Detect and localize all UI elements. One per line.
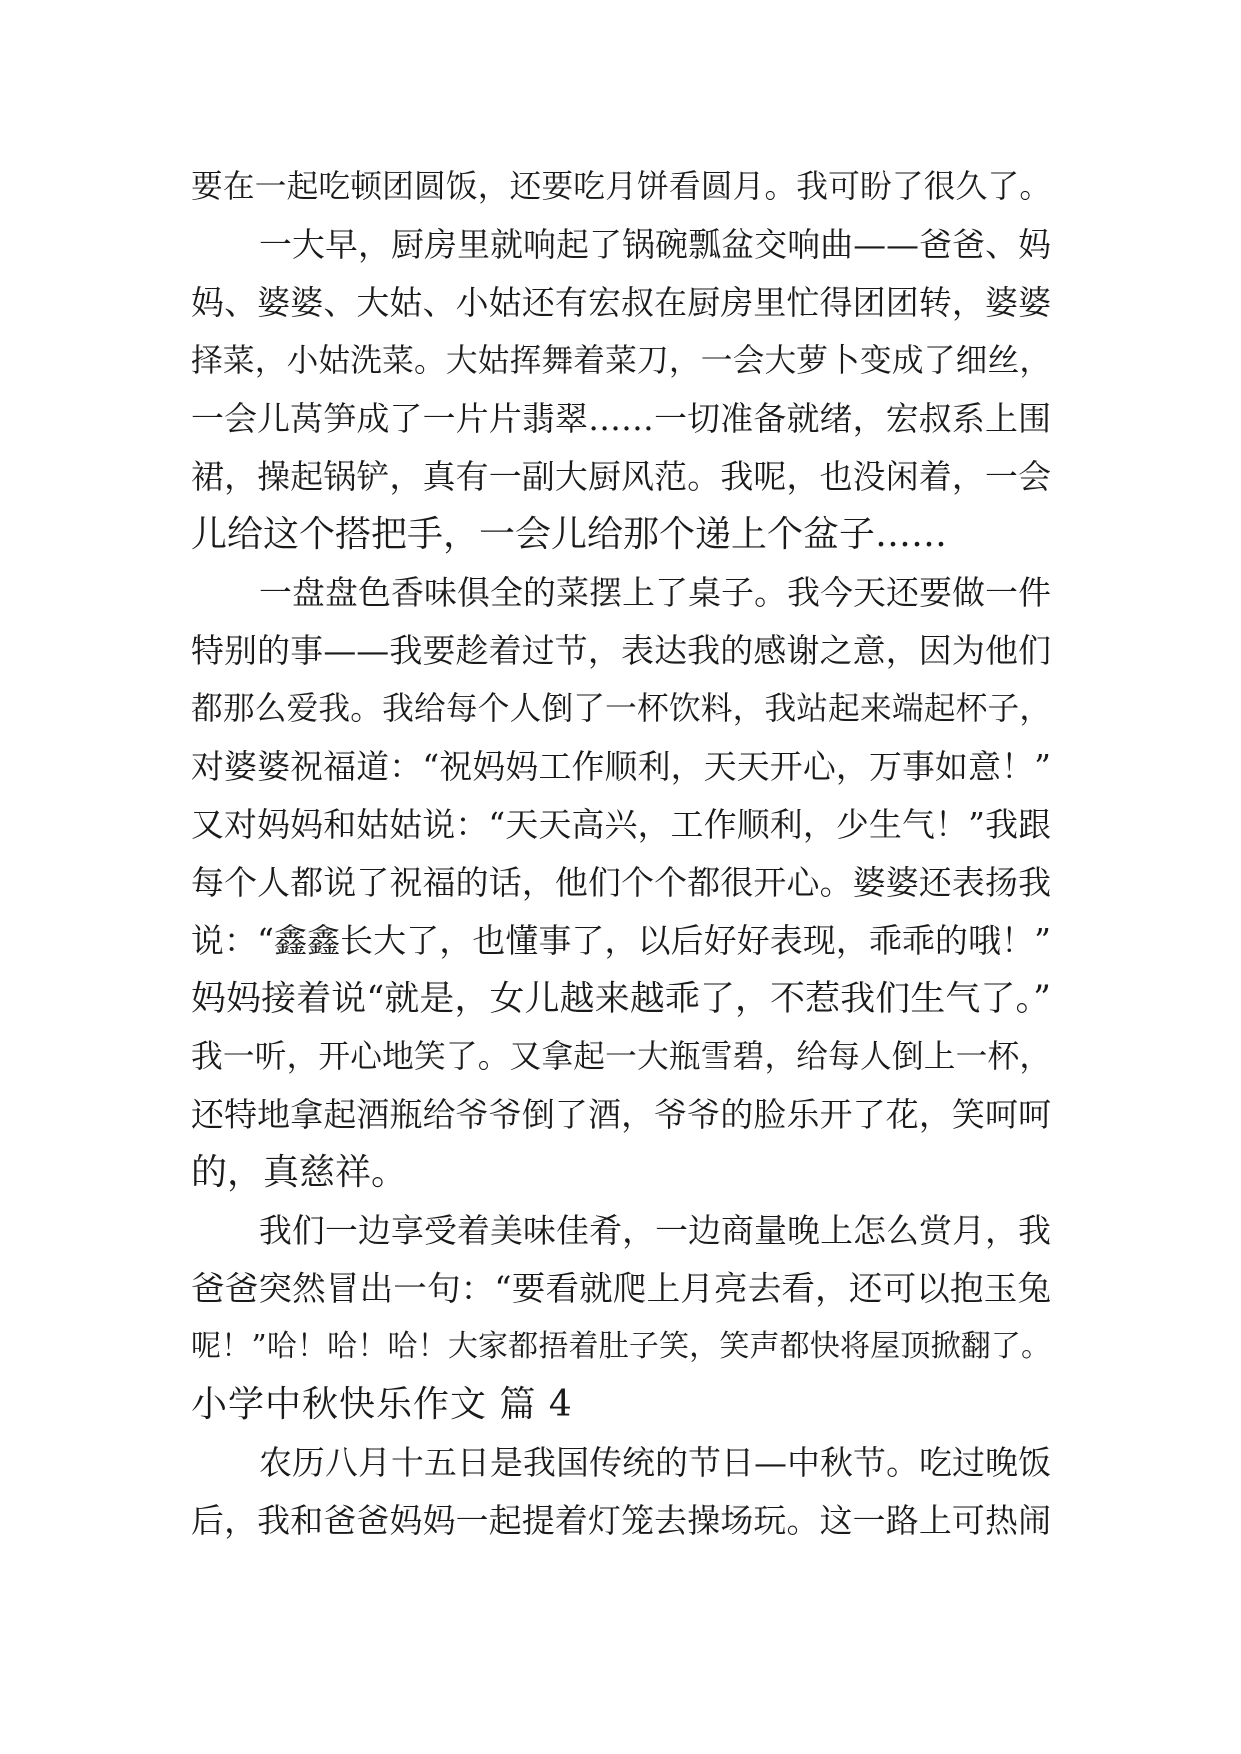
text-line: 裙，操起锅铲，真有一副大厨风范。我呢，也没闲着，一会 (191, 457, 1051, 496)
text-line: 都那么爱我。我给每个人倒了一杯饮料，我站起来端起杯子， (191, 691, 1051, 727)
text-line: 妈、婆婆、大姑、小姑还有宏叔在厨房里忙得团团转，婆婆 (191, 283, 1051, 322)
text-line: 我们一边享受着美味佳肴，一边商量晚上怎么赏月，我 (259, 1212, 1051, 1250)
text-line: 妈妈接着说“就是，女儿越来越乖了，不惹我们生气了。” (191, 979, 1051, 1019)
text-line: 我一听，开心地笑了。又拿起一大瓶雪碧，给每人倒上一杯， (191, 1039, 1051, 1075)
text-line: 农历八月十五日是我国传统的节日—中秋节。吃过晚饭 (259, 1444, 1051, 1482)
text-line: 一盘盘色香味俱全的菜摆上了桌子。我今天还要做一件 (259, 574, 1051, 612)
text-line: 后，我和爸爸妈妈一起提着灯笼去操场玩。这一路上可热闹 (191, 1501, 1051, 1540)
document-body (191, 158, 1051, 1550)
text-line: 特别的事——我要趁着过节，表达我的感谢之意，因为他们 (191, 631, 1051, 670)
text-line: 一大早，厨房里就响起了锅碗瓢盆交响曲——爸爸、妈 (259, 226, 1051, 264)
text-line: 择菜，小姑洗菜。大姑挥舞着菜刀，一会大萝卜变成了细丝， (191, 343, 1051, 379)
text-line: 还特地拿起酒瓶给爷爷倒了酒，爷爷的脸乐开了花，笑呵呵 (191, 1095, 1051, 1134)
text-line: 说：“鑫鑫长大了，也懂事了，以后好好表现，乖乖的哦！” (191, 921, 1051, 960)
text-line: 又对妈妈和姑姑说：“天天高兴，工作顺利，少生气！”我跟 (191, 805, 1051, 844)
text-line: 儿给这个搭把手，一会儿给那个递上个盆子…… (191, 514, 948, 555)
text-line: 要在一起吃顿团圆饭，还要吃月饼看圆月。我可盼了很久了。 (191, 169, 1051, 205)
text-line: 的，真慈祥。 (191, 1152, 408, 1193)
text-line: 一会儿莴笋成了一片片翡翠……一切准备就绪，宏叔系上围 (191, 399, 1051, 438)
text-line: 爸爸突然冒出一句：“要看就爬上月亮去看，还可以抱玉兔 (191, 1269, 1051, 1308)
text-line: 呢！”哈！哈！哈！大家都捂着肚子笑，笑声都快将屋顶掀翻了。 (191, 1329, 1051, 1364)
text-line: 每个人都说了祝福的话，他们个个都很开心。婆婆还表扬我 (191, 863, 1051, 902)
section-heading: 小学中秋快乐作文 篇 4 (191, 1384, 573, 1425)
text-line: 对婆婆祝福道：“祝妈妈工作顺利，天天开心，万事如意！” (191, 747, 1051, 786)
